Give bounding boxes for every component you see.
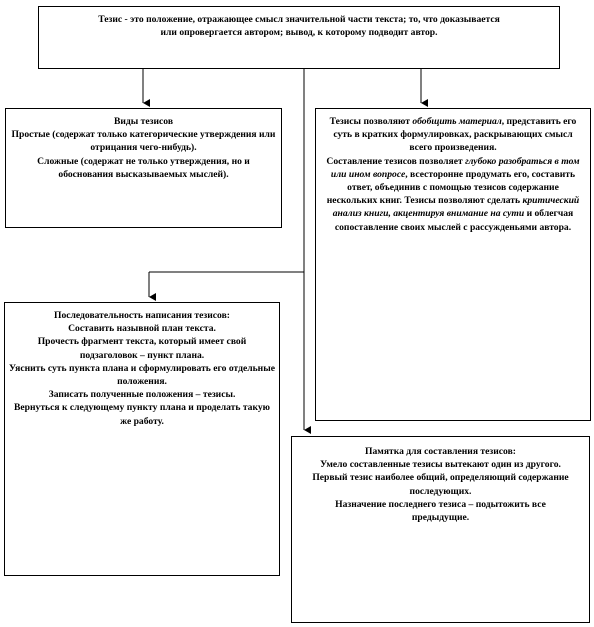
benefits-p1-emphasis: обобщить материал: [412, 116, 502, 127]
thesis-definition-box: [38, 6, 560, 69]
sequence-step-3: Уяснить суть пункта плана и сформулировать его отдельные положения.: [9, 362, 275, 388]
thesis-types-complex: Сложные (содержат не только утверждения, но и обоснования высказываемых мыслей).: [37, 155, 250, 180]
benefits-p2-text-b: , всесторонне продумать его, составить ответ, объединив с помощью тезисов содержание нескольких книг. Тезисы позволяют сделать: [326, 168, 576, 207]
thesis-benefits-paragraph-1: [324, 115, 582, 155]
benefits-p1-text-a: Тезисы позволяют: [329, 116, 413, 127]
memo-rule-1: Умело составленные тезисы вытекают один из другого.: [320, 459, 561, 471]
sequence-step-5: Вернуться к следующему пункту плана и проделать такую же работу.: [14, 402, 270, 427]
benefits-p2-text-c: и облегчая сопоставление своих мыслей с рассужденьями автора.: [334, 208, 574, 233]
memo-rule-2: Первый тезис наиболее общий, определяющий содержание последующих.: [312, 472, 569, 497]
benefits-p1-text-b: , представить его суть в кратких формулировках, раскрывающих смысл всего произведения.: [333, 116, 577, 154]
thesis-memo-box: [291, 436, 590, 623]
thesis-sequence-box: [4, 302, 280, 576]
thesis-benefits-box: [315, 108, 591, 421]
benefits-p2-text-a: Составление тезисов позволяет: [326, 155, 466, 167]
thesis-benefits-paragraph-2: [324, 155, 582, 234]
benefits-p2-emphasis-2: критический анализ книги, акцентируя внимание на сути: [332, 195, 580, 220]
sequence-step-4: Записать полученные положения – тезисы.: [48, 389, 236, 401]
memo-rule-3: Назначение последнего тезиса – подытожить все предыдущие.: [335, 498, 546, 524]
thesis-definition-line1: Тезис - это положение, отражающее смысл значительной части текста; то, что доказывается: [98, 14, 500, 25]
thesis-definition-line2: или опровергается автором; вывод, к которому подводит автор.: [160, 27, 438, 39]
thesis-types-title: Виды тезисов: [113, 116, 174, 127]
sequence-title: Последовательность написания тезисов:: [54, 310, 230, 321]
thesis-types-simple: Простые (содержат только категорические утверждения или отрицания чего-нибудь).: [11, 129, 276, 154]
sequence-step-2: Прочесть фрагмент текста, который имеет свой подзаголовок – пункт плана.: [37, 336, 247, 361]
thesis-types-box: [5, 108, 282, 228]
sequence-step-1: Составить назывной план текста.: [68, 323, 216, 335]
memo-title: Памятка для составления тезисов:: [365, 446, 516, 457]
benefits-p2-emphasis-1: глубоко разобраться в том или ином вопросе: [330, 155, 580, 180]
